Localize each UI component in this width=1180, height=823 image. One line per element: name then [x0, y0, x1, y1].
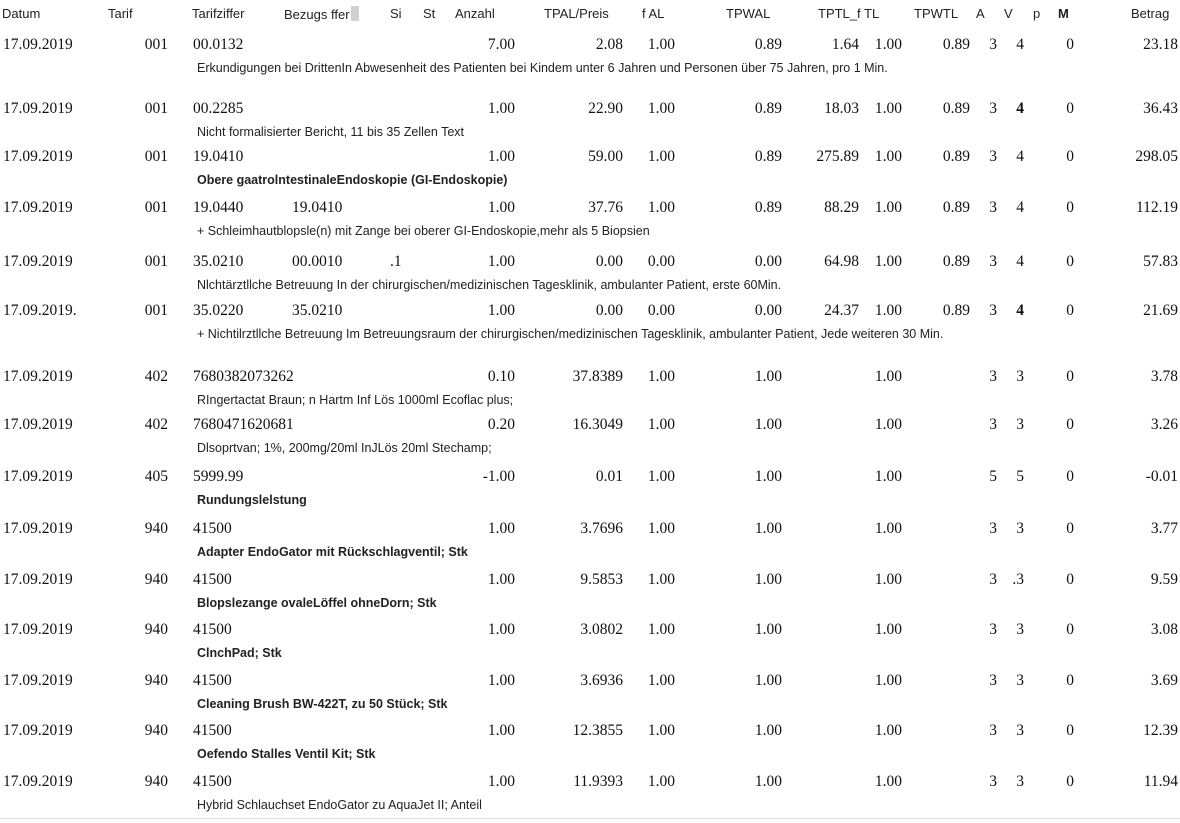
cell-v: 4 [1016, 100, 1024, 117]
cell-tarifziffer: 5999.99 [193, 468, 244, 485]
cell-f-tl: 1.00 [874, 148, 902, 165]
cell-datum: 17.09.2019 [3, 773, 73, 790]
cell-f-al: 1.00 [647, 672, 675, 689]
row-description: + Schleimhautblopsle(n) mit Zange bei oberer GI-Endoskopie,mehr als 5 Biopsien [197, 224, 650, 238]
cell-tpwtl: 0.89 [942, 36, 970, 53]
cell-tarifziffer: 19.0410 [193, 148, 244, 165]
cell-f-tl: 1.00 [874, 416, 902, 433]
table-row [0, 621, 1180, 671]
cell-tarif: 001 [144, 302, 168, 319]
cell-f-al: 1.00 [647, 571, 675, 588]
cell-v: 5 [1016, 468, 1024, 485]
table-row [0, 100, 1180, 150]
cell-tarifziffer: 00.0132 [193, 36, 244, 53]
cell-m: 0 [1066, 368, 1074, 385]
row-description: Cleaning Brush BW-422T, zu 50 Stück; Stk [197, 697, 448, 711]
header-tarif: Tarif [108, 6, 133, 21]
cell-tpwal: 1.00 [754, 571, 782, 588]
cell-tarif: 001 [144, 253, 168, 270]
cell-f-tl: 1.00 [874, 100, 902, 117]
cell-f-tl: 1.00 [874, 468, 902, 485]
table-row [0, 36, 1180, 86]
cell-m: 0 [1066, 199, 1074, 216]
cell-betrag: 3.26 [1150, 416, 1178, 433]
cell-a: 3 [989, 100, 997, 117]
cell-tarifziffer: 41500 [193, 571, 232, 588]
cell-f-al: 1.00 [647, 416, 675, 433]
cell-tarifziffer: 41500 [193, 672, 232, 689]
cell-tpal: 16.3049 [572, 416, 623, 433]
cell-tpal: 3.6936 [580, 672, 623, 689]
cell-a: 3 [989, 368, 997, 385]
cell-tpal: 3.7696 [580, 520, 623, 537]
cell-a: 3 [989, 672, 997, 689]
cell-datum: 17.09.2019 [3, 571, 73, 588]
cell-f-al: 0.00 [647, 253, 675, 270]
row-description: Erkundigungen bei DrittenIn Abwesenheit des Patienten bei Kindem unter 6 Jahren und Personen über 75 Jahren, pro 1 Min. [197, 61, 888, 75]
cell-v: 3 [1016, 672, 1024, 689]
cell-f-tl: 1.00 [874, 302, 902, 319]
cell-a: 3 [989, 621, 997, 638]
row-description: ClnchPad; Stk [197, 646, 282, 660]
table-header [0, 4, 1180, 26]
cell-betrag: 23.18 [1143, 36, 1178, 53]
row-description: Blopslezange ovaleLöffel ohneDorn; Stk [197, 596, 437, 610]
cell-tpwal: 1.00 [754, 773, 782, 790]
table-row [0, 722, 1180, 772]
cell-betrag: 9.59 [1150, 571, 1178, 588]
cell-m: 0 [1066, 621, 1074, 638]
cell-f-tl: 1.00 [874, 253, 902, 270]
cell-tptl: 1.64 [831, 36, 859, 53]
cell-m: 0 [1066, 571, 1074, 588]
cell-tarifziffer: 41500 [193, 773, 232, 790]
cell-tpwal: 1.00 [754, 722, 782, 739]
cell-anzahl: -1.00 [482, 468, 515, 485]
cell-a: 3 [989, 773, 997, 790]
cell-betrag: 12.39 [1143, 722, 1178, 739]
cell-m: 0 [1066, 773, 1074, 790]
cell-f-tl: 1.00 [874, 722, 902, 739]
cell-f-al: 1.00 [647, 520, 675, 537]
table-row [0, 773, 1180, 823]
cell-datum: 17.09.2019 [3, 148, 73, 165]
cell-tarif: 940 [144, 571, 168, 588]
cell-betrag: 36.43 [1143, 100, 1178, 117]
cell-v: 4 [1016, 199, 1024, 216]
cell-tarifziffer: 41500 [193, 722, 232, 739]
cell-tpal: 12.3855 [572, 722, 623, 739]
cell-v: 4 [1016, 148, 1024, 165]
cell-f-al: 1.00 [647, 100, 675, 117]
cell-tpwal: 1.00 [754, 672, 782, 689]
cell-anzahl: 1.00 [487, 621, 515, 638]
cell-a: 3 [989, 416, 997, 433]
cell-anzahl: 1.00 [487, 672, 515, 689]
cell-anzahl: 1.00 [487, 571, 515, 588]
header-betrag: Betrag [1131, 6, 1170, 21]
table-row [0, 571, 1180, 621]
header-bezugsziffer-label: Bezugs ffer [284, 7, 350, 22]
cell-tpwal: 0.89 [754, 148, 782, 165]
cell-anzahl: 1.00 [487, 148, 515, 165]
cell-tpwal: 0.00 [754, 302, 782, 319]
row-description: Dlsoprtvan; 1%, 200mg/20ml InJLös 20ml Stechamp; [197, 441, 492, 455]
row-description: RIngertactat Braun; n Hartm Inf Lös 1000ml Ecoflac plus; [197, 393, 514, 407]
table-row [0, 199, 1180, 249]
cell-m: 0 [1066, 416, 1074, 433]
cell-tpwal: 1.00 [754, 368, 782, 385]
cell-betrag: 3.78 [1150, 368, 1178, 385]
cell-tptl: 275.89 [816, 148, 859, 165]
cell-m: 0 [1066, 148, 1074, 165]
cell-f-al: 1.00 [647, 468, 675, 485]
row-description: Nicht formalisierter Bericht, 11 bis 35 Zellen Text [197, 125, 465, 139]
cell-tarif: 402 [144, 416, 168, 433]
cell-v: 3 [1016, 621, 1024, 638]
header-bezugsziffer [284, 6, 359, 22]
cell-f-al: 1.00 [647, 773, 675, 790]
cell-datum: 17.09.2019 [3, 520, 73, 537]
cell-a: 3 [989, 571, 997, 588]
row-description: Hybrid Schlauchset EndoGator zu AquaJet II; Anteil [197, 798, 482, 812]
cell-v: 4 [1016, 302, 1024, 319]
cell-anzahl: 7.00 [487, 36, 515, 53]
cell-a: 3 [989, 199, 997, 216]
header-v: V [1004, 6, 1013, 21]
cell-anzahl: 1.00 [487, 722, 515, 739]
table-row [0, 672, 1180, 722]
cell-m: 0 [1066, 672, 1074, 689]
cell-tarifziffer: 7680471620681 [193, 416, 294, 433]
cell-tpal: 37.76 [588, 199, 623, 216]
redaction-mark [351, 6, 359, 21]
header-a: A [976, 6, 985, 21]
cell-tpal: 0.00 [595, 302, 623, 319]
row-description: Oefendo Stalles Ventil Kit; Stk [197, 747, 376, 761]
cell-tpwal: 0.89 [754, 100, 782, 117]
cell-tpal: 0.01 [595, 468, 623, 485]
cell-f-tl: 1.00 [874, 621, 902, 638]
cell-betrag: 11.94 [1143, 773, 1178, 790]
cell-anzahl: 1.00 [487, 773, 515, 790]
cell-tarifziffer: 19.0440 [193, 199, 244, 216]
cell-v: 3 [1016, 722, 1024, 739]
cell-tarif: 940 [144, 773, 168, 790]
cell-tpwal: 1.00 [754, 520, 782, 537]
cell-m: 0 [1066, 520, 1074, 537]
cell-v: 3 [1016, 368, 1024, 385]
cell-betrag: 57.83 [1143, 253, 1178, 270]
row-description: Nlchtärztllche Betreuung In der chirurgischen/medizinischen Tagesklinik, ambulanter Patient, erste 60Min. [197, 278, 782, 292]
table-row [0, 253, 1180, 303]
cell-datum: 17.09.2019 [3, 253, 73, 270]
cell-tpwal: 1.00 [754, 468, 782, 485]
cell-a: 3 [989, 302, 997, 319]
cell-betrag: 3.08 [1150, 621, 1178, 638]
cell-tarif: 001 [144, 148, 168, 165]
header-anzahl: Anzahl [455, 6, 495, 21]
cell-v: .3 [1012, 571, 1024, 588]
cell-tpal: 0.00 [595, 253, 623, 270]
cell-datum: 17.09.2019. [3, 302, 77, 319]
cell-f-tl: 1.00 [874, 368, 902, 385]
cell-tpwtl: 0.89 [942, 100, 970, 117]
header-f-al: f AL [642, 6, 665, 21]
cell-anzahl: 1.00 [487, 520, 515, 537]
cell-tptl: 18.03 [824, 100, 859, 117]
table-row [0, 468, 1180, 518]
cell-a: 3 [989, 148, 997, 165]
cell-f-al: 1.00 [647, 148, 675, 165]
cell-datum: 17.09.2019 [3, 100, 73, 117]
header-tpwal: TPWAL [726, 6, 771, 21]
cell-a: 3 [989, 36, 997, 53]
cell-a: 5 [989, 468, 997, 485]
cell-tpwal: 0.00 [754, 253, 782, 270]
cell-f-tl: 1.00 [874, 672, 902, 689]
cell-datum: 17.09.2019 [3, 416, 73, 433]
cell-anzahl: 0.10 [487, 368, 515, 385]
cell-bezugsziffer: 19.0410 [292, 199, 343, 216]
row-description: Adapter EndoGator mit Rückschlagventil; Stk [197, 545, 468, 559]
cell-f-al: 1.00 [647, 368, 675, 385]
cell-betrag: 298.05 [1135, 148, 1178, 165]
table-row [0, 520, 1180, 570]
cell-anzahl: 0.20 [487, 416, 515, 433]
cell-v: 3 [1016, 520, 1024, 537]
cell-tarif: 001 [144, 100, 168, 117]
cell-tpal: 3.0802 [580, 621, 623, 638]
cell-betrag: -0.01 [1145, 468, 1178, 485]
header-p: p [1033, 6, 1041, 21]
cell-tarif: 001 [144, 36, 168, 53]
cell-betrag: 3.77 [1150, 520, 1178, 537]
cell-tpwtl: 0.89 [942, 148, 970, 165]
cell-anzahl: 1.00 [487, 100, 515, 117]
cell-f-al: 1.00 [647, 199, 675, 216]
cell-tptl: 24.37 [824, 302, 859, 319]
cell-si: .1 [390, 253, 402, 270]
cell-bezugsziffer: 35.0210 [292, 302, 343, 319]
cell-tpwtl: 0.89 [942, 253, 970, 270]
cell-tarifziffer: 00.2285 [193, 100, 244, 117]
cell-tpal: 9.5853 [580, 571, 623, 588]
cell-m: 0 [1066, 468, 1074, 485]
table-row [0, 368, 1180, 418]
cell-f-tl: 1.00 [874, 520, 902, 537]
cell-tptl: 88.29 [824, 199, 859, 216]
cell-f-tl: 1.00 [874, 773, 902, 790]
cell-tpwtl: 0.89 [942, 199, 970, 216]
cell-f-al: 1.00 [647, 722, 675, 739]
cell-tarif: 402 [144, 368, 168, 385]
cell-betrag: 3.69 [1150, 672, 1178, 689]
cell-tptl: 64.98 [824, 253, 859, 270]
cell-m: 0 [1066, 36, 1074, 53]
cell-m: 0 [1066, 722, 1074, 739]
cell-a: 3 [989, 722, 997, 739]
cell-anzahl: 1.00 [487, 302, 515, 319]
header-m: M [1058, 6, 1069, 21]
table-row [0, 302, 1180, 352]
cell-tarifziffer: 7680382073262 [193, 368, 294, 385]
cell-m: 0 [1066, 253, 1074, 270]
cell-tarif: 940 [144, 722, 168, 739]
cell-m: 0 [1066, 100, 1074, 117]
table-row [0, 148, 1180, 198]
cell-tpwal: 0.89 [754, 36, 782, 53]
cell-a: 3 [989, 253, 997, 270]
cell-tarif: 940 [144, 672, 168, 689]
row-description: + Nichtilrztllche Betreuung Im Betreuungsraum der chirurgischen/medizinischen Tagesklinik, ambulanter Patient, Jede weiteren 30 Min. [197, 327, 944, 341]
cell-tarifziffer: 41500 [193, 621, 232, 638]
header-st: St [423, 6, 436, 21]
cell-f-tl: 1.00 [874, 571, 902, 588]
cell-tarifziffer: 35.0220 [193, 302, 244, 319]
cell-m: 0 [1066, 302, 1074, 319]
cell-bezugsziffer: 00.0010 [292, 253, 343, 270]
cell-betrag: 112.19 [1135, 199, 1178, 216]
cell-tarif: 405 [144, 468, 168, 485]
cell-datum: 17.09.2019 [3, 621, 73, 638]
cell-v: 3 [1016, 416, 1024, 433]
cell-tpal: 37.8389 [572, 368, 623, 385]
header-tpwtl: TPWTL [914, 6, 959, 21]
cell-f-tl: 1.00 [874, 199, 902, 216]
cell-datum: 17.09.2019 [3, 368, 73, 385]
header-tptl-f-tl: TPTL_f TL [818, 6, 880, 21]
cell-tarif: 940 [144, 621, 168, 638]
header-si: Si [390, 6, 402, 21]
cell-tpwal: 0.89 [754, 199, 782, 216]
cell-f-al: 1.00 [647, 621, 675, 638]
cell-anzahl: 1.00 [487, 199, 515, 216]
cell-tpwtl: 0.89 [942, 302, 970, 319]
header-datum: Datum [2, 6, 41, 21]
cell-datum: 17.09.2019 [3, 672, 73, 689]
cell-tpwal: 1.00 [754, 621, 782, 638]
row-description: Rundungslelstung [197, 493, 307, 507]
table-row [0, 416, 1180, 466]
header-tarifziffer: Tarifziffer [192, 6, 245, 21]
cell-tpwal: 1.00 [754, 416, 782, 433]
cell-f-al: 0.00 [647, 302, 675, 319]
cell-tarif: 001 [144, 199, 168, 216]
cell-datum: 17.09.2019 [3, 722, 73, 739]
cell-datum: 17.09.2019 [3, 199, 73, 216]
cell-f-tl: 1.00 [874, 36, 902, 53]
cell-tarif: 940 [144, 520, 168, 537]
cell-datum: 17.09.2019 [3, 36, 73, 53]
cell-betrag: 21.69 [1143, 302, 1178, 319]
cell-tpal: 59.00 [588, 148, 623, 165]
bottom-divider [0, 818, 1180, 819]
cell-tpal: 22.90 [588, 100, 623, 117]
cell-anzahl: 1.00 [487, 253, 515, 270]
cell-v: 4 [1016, 253, 1024, 270]
cell-tpal: 2.08 [595, 36, 623, 53]
row-description: Obere gaatrolntestinaleEndoskopie (GI-Endoskopie) [197, 173, 508, 187]
cell-v: 4 [1016, 36, 1024, 53]
cell-datum: 17.09.2019 [3, 468, 73, 485]
cell-tarifziffer: 41500 [193, 520, 232, 537]
cell-v: 3 [1016, 773, 1024, 790]
cell-f-al: 1.00 [647, 36, 675, 53]
cell-a: 3 [989, 520, 997, 537]
header-tpal-preis: TPAL/Preis [544, 6, 609, 21]
cell-tarifziffer: 35.0210 [193, 253, 244, 270]
cell-tpal: 11.9393 [573, 773, 623, 790]
